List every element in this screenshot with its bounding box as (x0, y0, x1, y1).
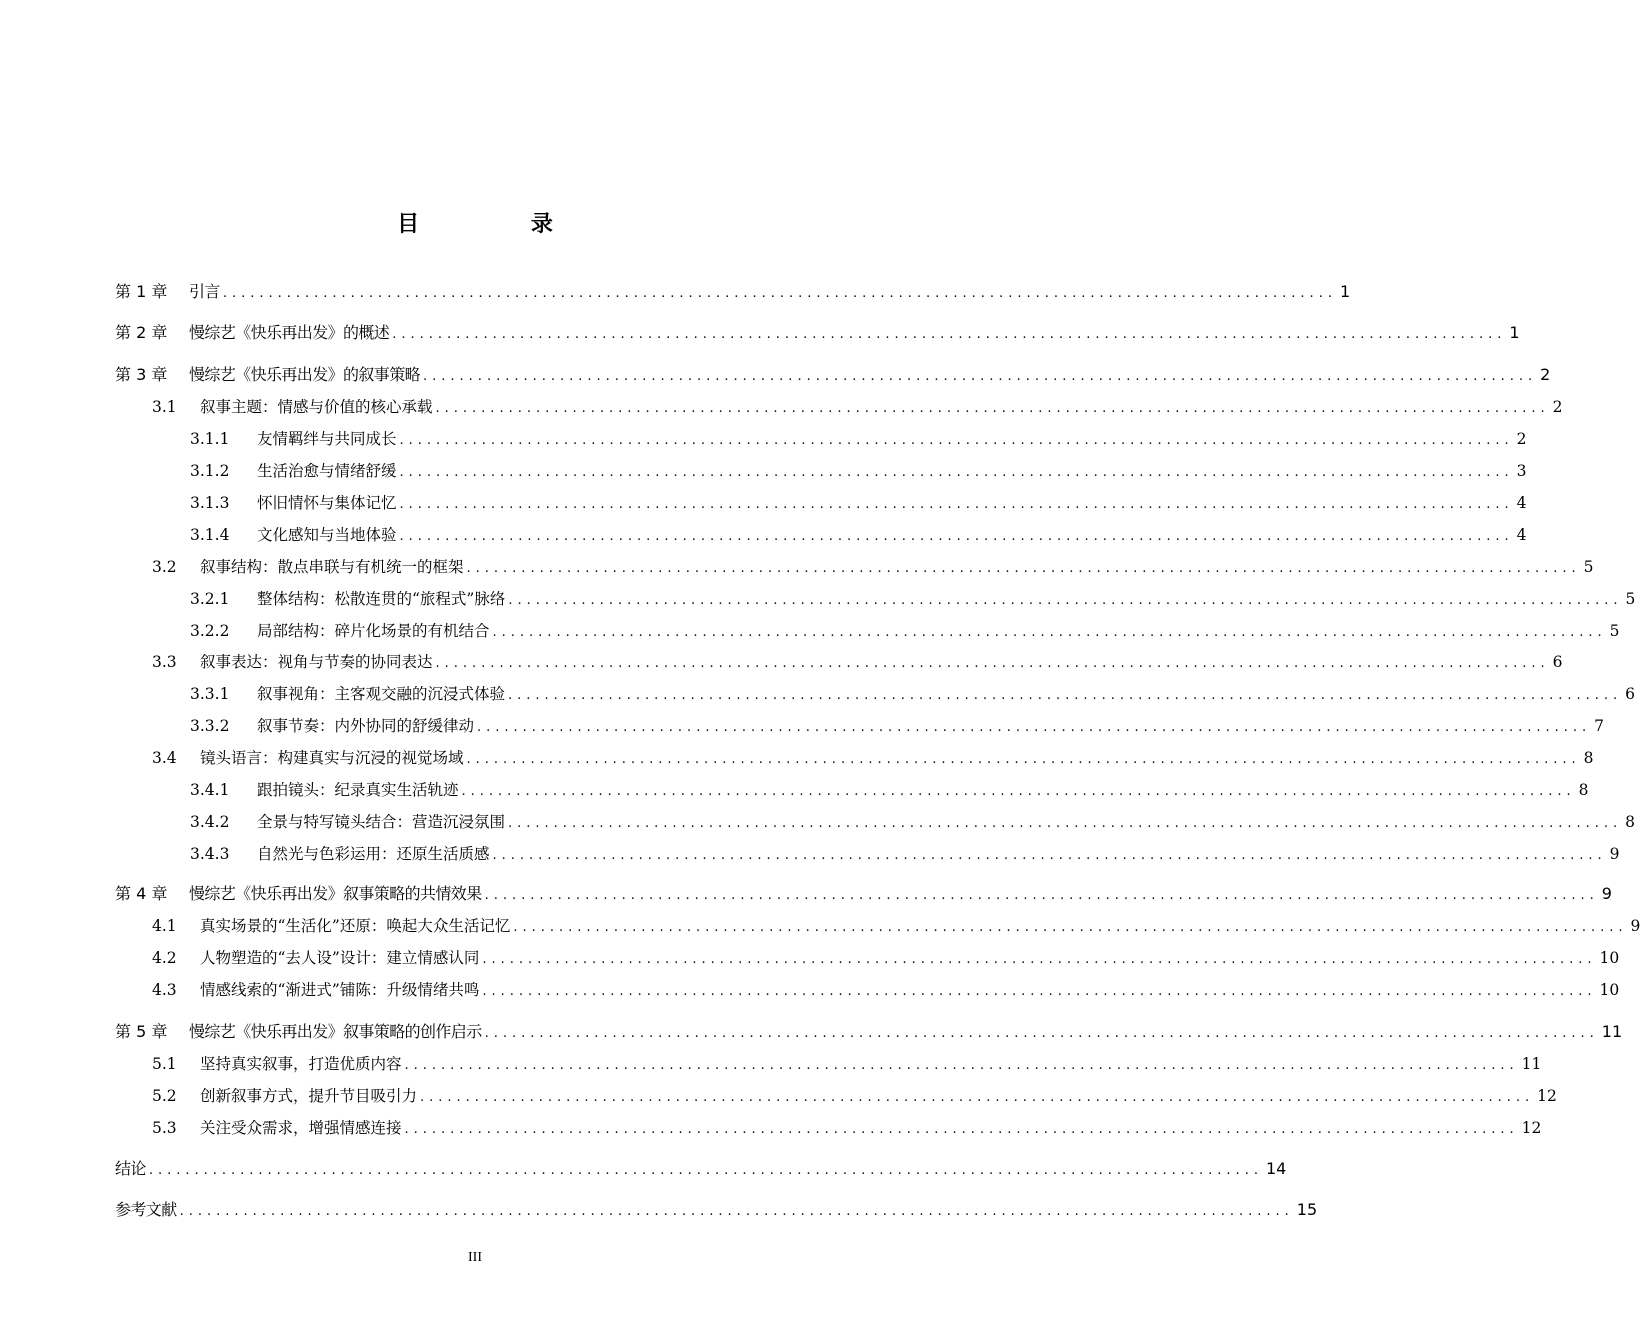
toc-entry-label: 跟拍镜头：纪录真实生活轨迹 (257, 781, 459, 799)
toc-entry-page: 9 (1630, 917, 1640, 935)
dot-leader: .......................................................................................................................... (399, 529, 1514, 544)
toc-entry-section[interactable] (0, 945, 1620, 971)
toc-entry-number: 3.1 (152, 398, 177, 416)
dot-leader: .......................................................................................................................... (404, 1122, 1519, 1137)
toc-entry-number: 4.1 (152, 917, 177, 935)
dot-leader: .......................................................................................................................... (461, 784, 1576, 799)
toc-entry-section[interactable] (0, 913, 1640, 939)
dot-leader: .......................................................................................................................... (399, 465, 1514, 480)
toc-entry-label: 叙事结构：散点串联与有机统一的框架 (200, 558, 464, 576)
toc-entry-number: 3.4.1 (190, 781, 230, 799)
toc-entry-label: 创新叙事方式，提升节目吸引力 (200, 1087, 418, 1105)
toc-entry-page: 15 (1296, 1200, 1318, 1219)
toc-entry-number: 第 2 章 (115, 323, 168, 342)
page-number: III (468, 1250, 482, 1265)
toc-entry-section[interactable] (0, 554, 1594, 580)
dot-leader: .......................................................................................................................... (399, 433, 1514, 448)
toc-entry-label: 慢综艺《快乐再出发》的概述 (189, 323, 390, 342)
dot-leader: .......................................................................................................................... (492, 625, 1607, 640)
toc-entry-number: 3.4 (152, 749, 177, 767)
toc-entry-number: 5.1 (152, 1055, 177, 1073)
toc-title: 目 录 (397, 212, 605, 237)
toc-entry-label: 坚持真实叙事，打造优质内容 (200, 1055, 402, 1073)
dot-leader: .......................................................................................................................... (482, 984, 1597, 999)
dot-leader: .......................................................................................................................... (492, 848, 1607, 863)
dot-leader: .......................................................................................................................... (477, 720, 1592, 735)
toc-entry-page: 14 (1265, 1159, 1287, 1178)
toc-entry-page: 12 (1537, 1087, 1557, 1105)
dot-leader: .......................................................................................................................... (484, 1026, 1599, 1041)
dot-leader: .......................................................................................................................... (222, 286, 1337, 301)
toc-entry-label: 引言 (189, 282, 220, 301)
toc-entry-subsection[interactable] (0, 490, 1527, 516)
toc-entry-page: 6 (1625, 685, 1636, 703)
toc-entry-page: 11 (1601, 1022, 1623, 1041)
toc-entry-page: 11 (1521, 1055, 1542, 1073)
toc-entry-label: 情感线索的“渐进式”铺陈：升级情绪共鸣 (200, 981, 480, 999)
toc-entry-section[interactable] (0, 1115, 1542, 1141)
toc-entry-page: 8 (1578, 781, 1589, 799)
toc-entry-chapter-2[interactable] (0, 320, 1520, 346)
toc-entry-section[interactable] (0, 1083, 1557, 1109)
toc-entry-number: 第 4 章 (115, 884, 168, 903)
dot-leader: .......................................................................................................................... (435, 656, 1550, 671)
toc-entry-chapter-1[interactable] (0, 279, 1351, 305)
toc-entry-number: 3.4.2 (190, 813, 230, 831)
toc-entry-label: 真实场景的“生活化”还原：唤起大众生活记忆 (200, 917, 511, 935)
dot-leader: .......................................................................................................................... (482, 952, 1597, 967)
toc-entry-label: 结论 (115, 1159, 146, 1178)
toc-entry-number: 第 5 章 (115, 1022, 168, 1041)
toc-entry-label: 叙事主题：情感与价值的核心承载 (200, 398, 433, 416)
toc-entry-label: 慢综艺《快乐再出发》的叙事策略 (189, 365, 421, 384)
toc-entry-references[interactable] (0, 1197, 1318, 1223)
toc-entry-page: 2 (1552, 398, 1563, 416)
toc-entry-subsection[interactable] (0, 809, 1636, 835)
toc-entry-number: 3.2.2 (190, 622, 230, 640)
toc-entry-label: 整体结构：松散连贯的“旅程式”脉络 (257, 590, 506, 608)
toc-entry-number: 第 3 章 (115, 365, 168, 384)
toc-entry-subsection[interactable] (0, 522, 1527, 548)
toc-entry-page: 8 (1583, 749, 1594, 767)
toc-entry-number: 5.2 (152, 1087, 177, 1105)
toc-entry-label: 叙事节奏：内外协同的舒缓律动 (257, 717, 475, 735)
toc-entry-subsection[interactable] (0, 777, 1589, 803)
toc-entry-number: 第 1 章 (115, 282, 168, 301)
toc-entry-chapter-5[interactable] (0, 1019, 1623, 1045)
toc-entry-subsection[interactable] (0, 586, 1636, 612)
toc-entry-page: 1 (1509, 323, 1520, 342)
toc-entry-label: 生活治愈与情绪舒缓 (257, 462, 397, 480)
toc-entry-page: 5 (1625, 590, 1636, 608)
toc-entry-subsection[interactable] (0, 458, 1527, 484)
dot-leader: .......................................................................................................................... (420, 1090, 1535, 1105)
toc-entry-number: 4.2 (152, 949, 177, 967)
toc-entry-label: 局部结构：碎片化场景的有机结合 (257, 622, 490, 640)
toc-entry-page: 4 (1516, 526, 1527, 544)
toc-entry-page: 4 (1516, 494, 1527, 512)
dot-leader: .......................................................................................................................... (508, 816, 1623, 831)
toc-entry-label: 自然光与色彩运用：还原生活质感 (257, 845, 490, 863)
toc-entry-section[interactable] (0, 394, 1563, 420)
dot-leader: .......................................................................................................................... (179, 1204, 1294, 1219)
dot-leader: .......................................................................................................................... (508, 688, 1623, 703)
toc-entry-page: 10 (1599, 981, 1620, 999)
toc-entry-page: 9 (1601, 884, 1612, 903)
toc-entry-label: 怀旧情怀与集体记忆 (257, 494, 397, 512)
toc-entry-chapter-4[interactable] (0, 881, 1612, 907)
toc-entry-page: 6 (1552, 653, 1563, 671)
toc-entry-label: 友情羁绊与共同成长 (257, 430, 397, 448)
toc-entry-subsection[interactable] (0, 618, 1620, 644)
toc-entry-page: 1 (1339, 282, 1351, 301)
toc-entry-page: 12 (1521, 1119, 1542, 1137)
toc-entry-number: 3.3.1 (190, 685, 230, 703)
dot-leader: .......................................................................................................................... (508, 593, 1623, 608)
toc-entry-section[interactable] (0, 1051, 1542, 1077)
toc-entry-page: 10 (1599, 949, 1620, 967)
toc-entry-page: 7 (1594, 717, 1605, 735)
toc-entry-number: 4.3 (152, 981, 177, 999)
toc-entry-label: 镜头语言：构建真实与沉浸的视觉场域 (200, 749, 464, 767)
toc-entry-label: 关注受众需求，增强情感连接 (200, 1119, 402, 1137)
toc-entry-number: 5.3 (152, 1119, 177, 1137)
toc-entry-label: 叙事视角：主客观交融的沉浸式体验 (257, 685, 506, 703)
toc-entry-number: 3.3.2 (190, 717, 230, 735)
toc-entry-conclusion[interactable] (0, 1156, 1287, 1182)
dot-leader: .......................................................................................................................... (392, 327, 1507, 342)
toc-entry-page: 5 (1583, 558, 1594, 576)
toc-entry-number: 3.1.4 (190, 526, 230, 544)
toc-entry-number: 3.3 (152, 653, 177, 671)
toc-entry-number: 3.1.2 (190, 462, 230, 480)
toc-entry-label: 文化感知与当地体验 (257, 526, 397, 544)
dot-leader: .......................................................................................................................... (466, 752, 1581, 767)
toc-entry-label: 参考文献 (115, 1200, 177, 1219)
toc-entry-subsection[interactable] (0, 713, 1605, 739)
dot-leader: .......................................................................................................................... (404, 1058, 1519, 1073)
toc-entry-number: 3.1.3 (190, 494, 230, 512)
toc-entry-label: 慢综艺《快乐再出发》叙事策略的创作启示 (189, 1022, 482, 1041)
toc-entry-label: 慢综艺《快乐再出发》叙事策略的共情效果 (189, 884, 482, 903)
toc-entry-number: 3.2.1 (190, 590, 230, 608)
toc-entry-number: 3.2 (152, 558, 177, 576)
dot-leader: .......................................................................................................................... (484, 888, 1599, 903)
toc-entry-chapter-3[interactable] (0, 362, 1551, 388)
toc-entry-label: 叙事表达：视角与节奏的协同表达 (200, 653, 433, 671)
toc-entry-page: 9 (1609, 845, 1620, 863)
toc-entry-number: 3.1.1 (190, 430, 230, 448)
toc-entry-label: 全景与特写镜头结合：营造沉浸氛围 (257, 813, 506, 831)
toc-entry-section[interactable] (0, 745, 1594, 771)
toc-entry-subsection[interactable] (0, 426, 1527, 452)
dot-leader: .......................................................................................................................... (148, 1163, 1263, 1178)
toc-entry-subsection[interactable] (0, 841, 1620, 867)
toc-entry-section[interactable] (0, 977, 1620, 1003)
toc-entry-subsection[interactable] (0, 681, 1636, 707)
toc-entry-page: 8 (1625, 813, 1636, 831)
dot-leader: .......................................................................................................................... (423, 369, 1538, 384)
toc-entry-page: 3 (1516, 462, 1527, 480)
toc-entry-section[interactable] (0, 649, 1563, 675)
dot-leader: .......................................................................................................................... (513, 920, 1628, 935)
toc-entry-number: 3.4.3 (190, 845, 230, 863)
toc-entry-label: 人物塑造的“去人设”设计：建立情感认同 (200, 949, 480, 967)
toc-entry-page: 5 (1609, 622, 1620, 640)
toc-entry-page: 2 (1540, 365, 1551, 384)
dot-leader: .......................................................................................................................... (435, 401, 1550, 416)
dot-leader: .......................................................................................................................... (399, 497, 1514, 512)
toc-entry-page: 2 (1516, 430, 1527, 448)
dot-leader: .......................................................................................................................... (466, 561, 1581, 576)
